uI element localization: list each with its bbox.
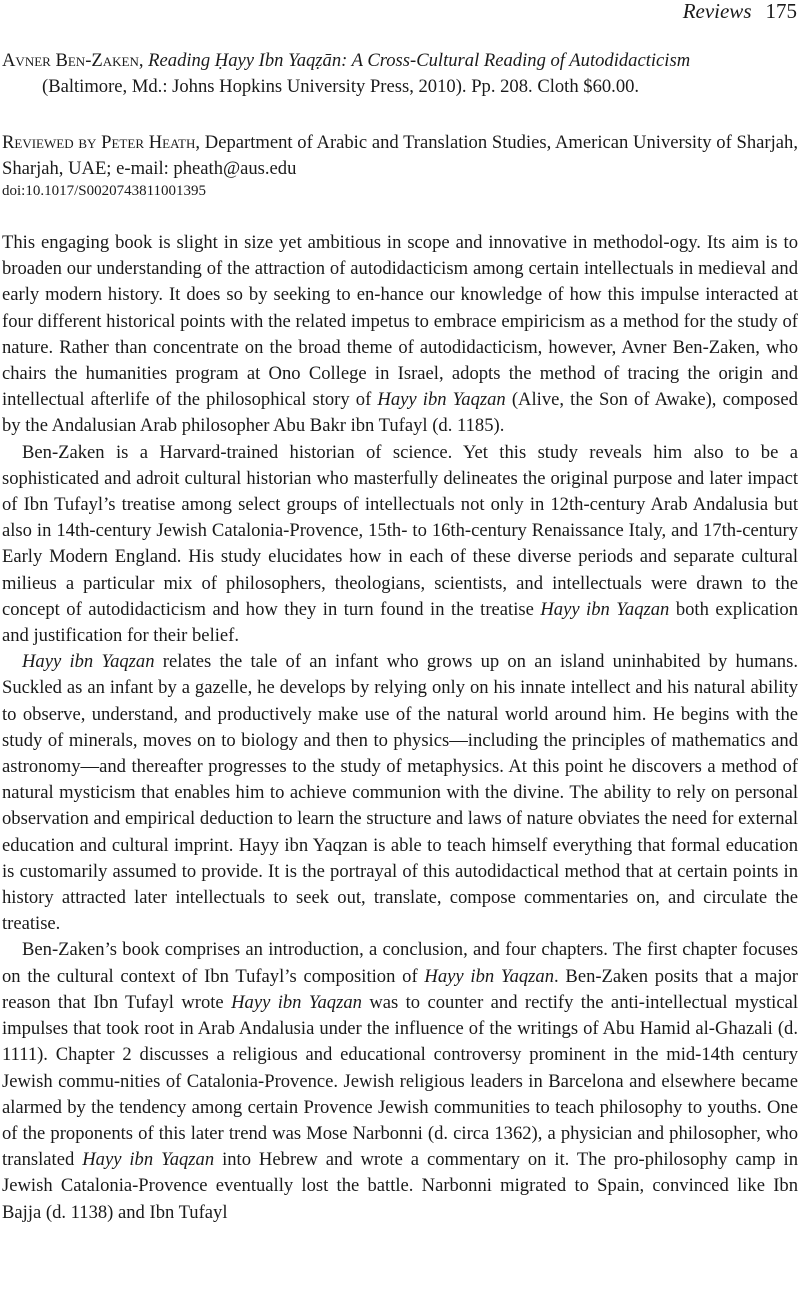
paragraph: [2, 649, 798, 937]
paragraph-text: relates the tale of an infant who grows up on an island uninhabited by humans. Suckled as an infant by a gazelle, he develops by relying only on his innate intellect and his natural ability to observe, understand, and productively make use of the natural world around him. He begins with the study of minerals, moves on to biology and then to physics—including the principles of mathematics and astronomy—and thereafter progresses to the study of metaphysics. At this point he discovers a method of natural mysticism that enables him to achieve communion with the divine. The ability to rely on personal observation and empirical deduction to learn the structure and laws of nature obviates the need for external education and cultural imprint. Hayy ibn Yaqzan is able to teach himself everything that formal education is customarily assumed to provide. It is the portrayal of this autodidactical method that at certain points in history attracted later intellectuals to seek out, translate, compose commentaries on, and circulate the treatise.: [2, 651, 798, 935]
book-title-italic: Hayy ibn Yaqzan: [377, 389, 506, 411]
paragraph-text: . Ben-Zaken posits that a major reason that Ibn Tufayl wrote: [2, 965, 798, 1013]
book-title-italic: Hayy ibn Yaqzan: [82, 1149, 215, 1171]
book-title-italic: Hayy ibn Yaqzan: [22, 651, 155, 673]
book-title-italic: Hayy ibn Yaqzan: [231, 991, 362, 1013]
reviewer-info: [2, 130, 798, 182]
paragraph-text: into Hebrew and wrote a commentary on it. The pro-philosophy camp in Jewish Catalonia-Provence eventually lost the battle. Narbonni migrated to Spain, convinced like Ibn Bajja (d. 1138) and Ibn Tufayl: [2, 1149, 798, 1223]
paragraph: [2, 440, 798, 650]
book-author: Avner Ben-Zaken: [2, 50, 139, 71]
running-head-section: Reviews: [682, 0, 752, 23]
page-number: 175: [765, 0, 797, 23]
doi: doi:10.1017/S0020743811001395: [2, 183, 207, 199]
paragraph-text: This engaging book is slight in size yet ambitious in scope and innovative in methodol-ogy. Its aim is to broaden our understanding of the attraction of autodidacticism among certain intellectuals in medieval and early modern history. It does so by seeking to en-hance our knowledge of how this impulse interacted at four different historical points with the related impetus to embrace empiricism as a method for the study of nature. Rather than concentrate on the broad theme of autodidacticism, however, Avner Ben-Zaken, who chairs the humanities program at Ono College in Israel, adopts the method of tracing the origin and intellectual afterlife of the philosophical story of: [2, 232, 798, 411]
review-body: [2, 230, 798, 1226]
paragraph: [2, 230, 798, 440]
reviewer-name: Reviewed by Peter Heath: [2, 132, 196, 153]
citation-separator: ,: [138, 50, 149, 71]
book-title-italic: Hayy ibn Yaqzan: [424, 965, 554, 987]
book-title: Reading Ḥayy Ibn Yaqẓān: A Cross-Cultural Reading of Autodidacticism: [148, 50, 691, 71]
paragraph-text: both explication and justification for their belief.: [2, 598, 798, 647]
paragraph-text: was to counter and rectify the anti-intellectual mystical impulses that took root in Arab Andalusia under the influence of the writings of Abu Hamid al-Ghazali (d. 1111). Chapter 2 discusses a religious and educational controversy prominent in the mid-14th century Jewish commu-nities of Catalonia-Provence. Jewish religious leaders in Barcelona and elsewhere became alarmed by the tendency among certain Provence Jewish communities to teach philosophy to youths. One of the proponents of this later trend was Mose Narbonni (d. circa 1362), a physician and philosopher, who translated: [2, 991, 798, 1171]
paragraph-text: Ben-Zaken’s book comprises an introduction, a conclusion, and four chapters. The first chapter focuses on the cultural context of Ibn Tufayl’s composition of: [2, 939, 798, 987]
reviewer-affiliation: , Department of Arabic and Translation Studies, American University of Sharjah, Sharjah, UAE; e-mail: pheath@aus.edu: [2, 132, 798, 179]
paragraph-text: Ben-Zaken is a Harvard-trained historian of science. Yet this study reveals him also to be a sophisticated and adroit cultural historian who masterfully delineates the original purpose and later impact of Ibn Tufayl’s treatise among select groups of intellectuals not only in 12th-century Arab Andalusia but also in 14th-century Jewish Catalonia-Provence, 15th- to 16th-century Renaissance Italy, and 17th-century Early Modern England. His study elucidates how in each of these diverse periods and separate cultural milieus a particular mix of philosophers, theologians, scientists, and intellectuals were drawn to the concept of autodidacticism and how they in turn found in the treatise: [2, 441, 798, 620]
book-citation: [2, 48, 798, 100]
running-head: [683, 0, 797, 24]
publication-details: (Baltimore, Md.: Johns Hopkins University Press, 2010). Pp. 208. Cloth $60.00.: [42, 76, 640, 97]
paragraph: [2, 937, 798, 1225]
book-title-italic: Hayy ibn Yaqzan: [540, 598, 670, 620]
paragraph-text: (Alive, the Son of Awake), composed by the Andalusian Arab philosopher Abu Bakr ibn Tufayl (d. 1185).: [2, 389, 798, 437]
